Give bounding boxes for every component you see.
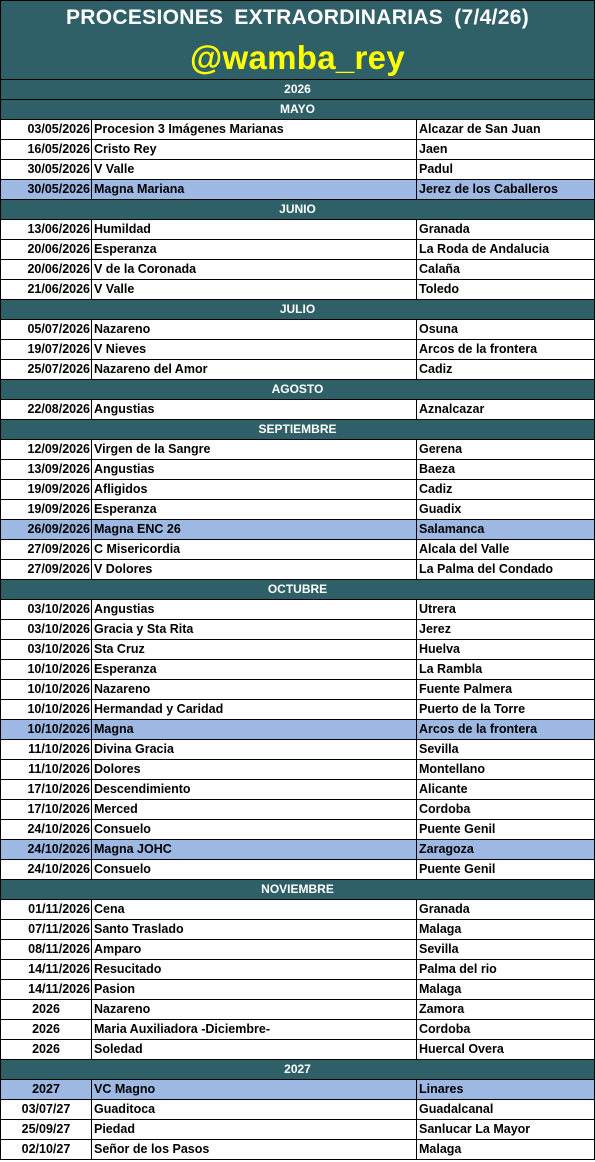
event-cell: V Valle [92, 160, 417, 179]
month-header: OCTUBRE [0, 580, 595, 600]
table-row [0, 740, 595, 760]
city-cell: Cadiz [419, 482, 453, 496]
table-row [0, 1000, 595, 1020]
event-cell: Divina Gracia [92, 740, 417, 759]
table-row [0, 400, 595, 420]
city-cell: Palma del rio [419, 962, 497, 976]
table-row [0, 440, 595, 460]
city-cell: Gerena [419, 442, 463, 456]
city-cell: Alcazar de San Juan [419, 122, 541, 136]
date-cell: 03/10/2026 [1, 640, 92, 659]
event-cell: V Dolores [92, 560, 417, 579]
date-cell: 30/05/2026 [1, 180, 92, 199]
event-cell: V de la Coronada [92, 260, 417, 279]
event-cell: Nazareno [92, 320, 417, 339]
city-cell: Malaga [419, 922, 462, 936]
event-cell: Guaditoca [92, 1100, 417, 1119]
event-cell: Angustias [92, 400, 417, 419]
event-cell: Cristo Rey [92, 140, 417, 159]
city-cell: Jerez [419, 622, 451, 636]
table-row [0, 340, 595, 360]
event-cell: Magna Mariana [92, 180, 417, 199]
table-row [0, 220, 595, 240]
date-cell: 2026 [1, 1040, 92, 1059]
city-cell: Sanlucar La Mayor [419, 1122, 531, 1136]
event-cell: Magna ENC 26 [92, 520, 417, 539]
event-cell: Humildad [92, 220, 417, 239]
city-cell: Alicante [419, 782, 468, 796]
date-cell: 19/09/2026 [1, 480, 92, 499]
event-cell: Piedad [92, 1120, 417, 1139]
city-cell: Sevilla [419, 942, 459, 956]
table-row [0, 860, 595, 880]
date-cell: 25/07/2026 [1, 360, 92, 379]
city-cell: Cordoba [419, 1022, 471, 1036]
month-header: SEPTIEMBRE [0, 420, 595, 440]
city-cell: Utrera [419, 602, 456, 616]
city-cell: Calaña [419, 262, 460, 276]
city-cell: Fuente Palmera [419, 682, 513, 696]
event-cell: Afligidos [92, 480, 417, 499]
date-cell: 11/10/2026 [1, 740, 92, 759]
event-cell: Señor de los Pasos [92, 1140, 417, 1159]
event-cell: Sta Cruz [92, 640, 417, 659]
date-cell: 14/11/2026 [1, 960, 92, 979]
table-row [0, 1020, 595, 1040]
table-row [0, 640, 595, 660]
event-cell: V Valle [92, 280, 417, 299]
city-cell: La Rambla [419, 662, 483, 676]
schedule-table [0, 80, 595, 1160]
date-cell: 22/08/2026 [1, 400, 92, 419]
date-cell: 20/06/2026 [1, 240, 92, 259]
event-cell: Santo Traslado [92, 920, 417, 939]
date-cell: 13/09/2026 [1, 460, 92, 479]
city-cell: Malaga [419, 1142, 462, 1156]
city-cell: Huelva [419, 642, 460, 656]
date-cell: 03/10/2026 [1, 620, 92, 639]
city-cell: Jaen [419, 142, 448, 156]
date-cell: 30/05/2026 [1, 160, 92, 179]
city-cell: Padul [419, 162, 454, 176]
city-cell: Arcos de la frontera [419, 342, 538, 356]
event-cell: Hermandad y Caridad [92, 700, 417, 719]
table-row [0, 600, 595, 620]
city-cell: Salamanca [419, 522, 485, 536]
table-row [0, 920, 595, 940]
city-cell: Toledo [419, 282, 460, 296]
date-cell: 05/07/2026 [1, 320, 92, 339]
date-cell: 26/09/2026 [1, 520, 92, 539]
table-row [0, 140, 595, 160]
event-cell: Virgen de la Sangre [92, 440, 417, 459]
date-cell: 10/10/2026 [1, 680, 92, 699]
table-row [0, 700, 595, 720]
event-cell: Angustias [92, 460, 417, 479]
table-row [0, 900, 595, 920]
date-cell: 03/07/27 [1, 1100, 92, 1119]
date-cell: 10/10/2026 [1, 660, 92, 679]
table-row [0, 620, 595, 640]
date-cell: 19/09/2026 [1, 500, 92, 519]
table-row [0, 500, 595, 520]
month-header: MAYO [0, 100, 595, 120]
event-cell: C Misericordia [92, 540, 417, 559]
month-header: JUNIO [0, 200, 595, 220]
table-row [0, 180, 595, 200]
table-row [0, 480, 595, 500]
month-header: JULIO [0, 300, 595, 320]
table-row [0, 240, 595, 260]
month-header: NOVIEMBRE [0, 880, 595, 900]
city-cell: Guadix [419, 502, 462, 516]
table-row [0, 520, 595, 540]
city-cell: Montellano [419, 762, 485, 776]
event-cell: Maria Auxiliadora -Diciembre- [92, 1020, 417, 1039]
event-cell: Consuelo [92, 820, 417, 839]
date-cell: 10/10/2026 [1, 700, 92, 719]
date-cell: 19/07/2026 [1, 340, 92, 359]
city-cell: Cordoba [419, 802, 471, 816]
event-cell: Dolores [92, 760, 417, 779]
table-row [0, 280, 595, 300]
date-cell: 02/10/27 [1, 1140, 92, 1159]
table-row [0, 1040, 595, 1060]
table-row [0, 120, 595, 140]
city-cell: Puerto de la Torre [419, 702, 526, 716]
date-cell: 17/10/2026 [1, 800, 92, 819]
date-cell: 24/10/2026 [1, 840, 92, 859]
table-row [0, 820, 595, 840]
event-cell: Nazareno [92, 1000, 417, 1019]
table-row [0, 1080, 595, 1100]
table-row [0, 1100, 595, 1120]
city-cell: Puente Genil [419, 822, 496, 836]
date-cell: 24/10/2026 [1, 860, 92, 879]
city-cell: Puente Genil [419, 862, 496, 876]
table-row [0, 720, 595, 740]
event-cell: Esperanza [92, 660, 417, 679]
city-cell: Arcos de la frontera [419, 722, 538, 736]
event-cell: Consuelo [92, 860, 417, 879]
city-cell: Linares [419, 1082, 464, 1096]
table-row [0, 320, 595, 340]
city-cell: Granada [419, 902, 470, 916]
table-row [0, 660, 595, 680]
date-cell: 20/06/2026 [1, 260, 92, 279]
month-header: AGOSTO [0, 380, 595, 400]
table-row [0, 960, 595, 980]
table-row [0, 680, 595, 700]
date-cell: 03/05/2026 [1, 120, 92, 139]
date-cell: 25/09/27 [1, 1120, 92, 1139]
table-row [0, 160, 595, 180]
table-row [0, 1140, 595, 1160]
event-cell: Nazareno del Amor [92, 360, 417, 379]
date-cell: 2026 [1, 1020, 92, 1039]
table-row [0, 980, 595, 1000]
year-header: 2027 [0, 1060, 595, 1080]
date-cell: 2027 [1, 1080, 92, 1099]
date-cell: 01/11/2026 [1, 900, 92, 919]
date-cell: 2026 [1, 1000, 92, 1019]
event-cell: Descendimiento [92, 780, 417, 799]
date-cell: 07/11/2026 [1, 920, 92, 939]
date-cell: 27/09/2026 [1, 540, 92, 559]
city-cell: Zaragoza [419, 842, 474, 856]
date-cell: 12/09/2026 [1, 440, 92, 459]
city-cell: Zamora [419, 1002, 465, 1016]
table-row [0, 460, 595, 480]
event-cell: Procesion 3 Imágenes Marianas [92, 120, 417, 139]
city-cell: Sevilla [419, 742, 459, 756]
table-row [0, 360, 595, 380]
date-cell: 21/06/2026 [1, 280, 92, 299]
event-cell: Esperanza [92, 500, 417, 519]
event-cell: Gracia y Sta Rita [92, 620, 417, 639]
event-cell: VC Magno [92, 1080, 417, 1099]
date-cell: 13/06/2026 [1, 220, 92, 239]
city-cell: Alcala del Valle [419, 542, 510, 556]
event-cell: Amparo [92, 940, 417, 959]
city-cell: Osuna [419, 322, 458, 336]
event-cell: Merced [92, 800, 417, 819]
date-cell: 08/11/2026 [1, 940, 92, 959]
event-cell: Resucitado [92, 960, 417, 979]
table-row [0, 260, 595, 280]
event-cell: V Nieves [92, 340, 417, 359]
table-row [0, 560, 595, 580]
date-cell: 11/10/2026 [1, 760, 92, 779]
date-cell: 14/11/2026 [1, 980, 92, 999]
event-cell: Angustias [92, 600, 417, 619]
date-cell: 24/10/2026 [1, 820, 92, 839]
event-cell: Magna JOHC [92, 840, 417, 859]
year-header: 2026 [0, 80, 595, 100]
table-row [0, 780, 595, 800]
city-cell: La Roda de Andalucia [419, 242, 550, 256]
city-cell: Cadiz [419, 362, 453, 376]
table-row [0, 940, 595, 960]
date-cell: 03/10/2026 [1, 600, 92, 619]
header-banner [0, 0, 595, 80]
table-row [0, 800, 595, 820]
event-cell: Nazareno [92, 680, 417, 699]
page-title: PROCESIONES EXTRAORDINARIAS (7/4/26) [65, 6, 530, 29]
author-handle: @wamba_rey [190, 39, 405, 76]
city-cell: Guadalcanal [419, 1102, 494, 1116]
table-row [0, 840, 595, 860]
event-cell: Esperanza [92, 240, 417, 259]
event-cell: Pasion [92, 980, 417, 999]
city-cell: Malaga [419, 982, 462, 996]
event-cell: Magna [92, 720, 417, 739]
city-cell: Jerez de los Caballeros [419, 182, 558, 196]
city-cell: Huercal Overa [419, 1042, 504, 1056]
table-row [0, 540, 595, 560]
date-cell: 17/10/2026 [1, 780, 92, 799]
city-cell: Aznalcazar [419, 402, 485, 416]
city-cell: Baeza [419, 462, 456, 476]
date-cell: 10/10/2026 [1, 720, 92, 739]
city-cell: Granada [419, 222, 470, 236]
date-cell: 27/09/2026 [1, 560, 92, 579]
event-cell: Cena [92, 900, 417, 919]
table-row [0, 760, 595, 780]
table-row [0, 1120, 595, 1140]
city-cell: La Palma del Condado [419, 562, 554, 576]
event-cell: Soledad [92, 1040, 417, 1059]
date-cell: 16/05/2026 [1, 140, 92, 159]
